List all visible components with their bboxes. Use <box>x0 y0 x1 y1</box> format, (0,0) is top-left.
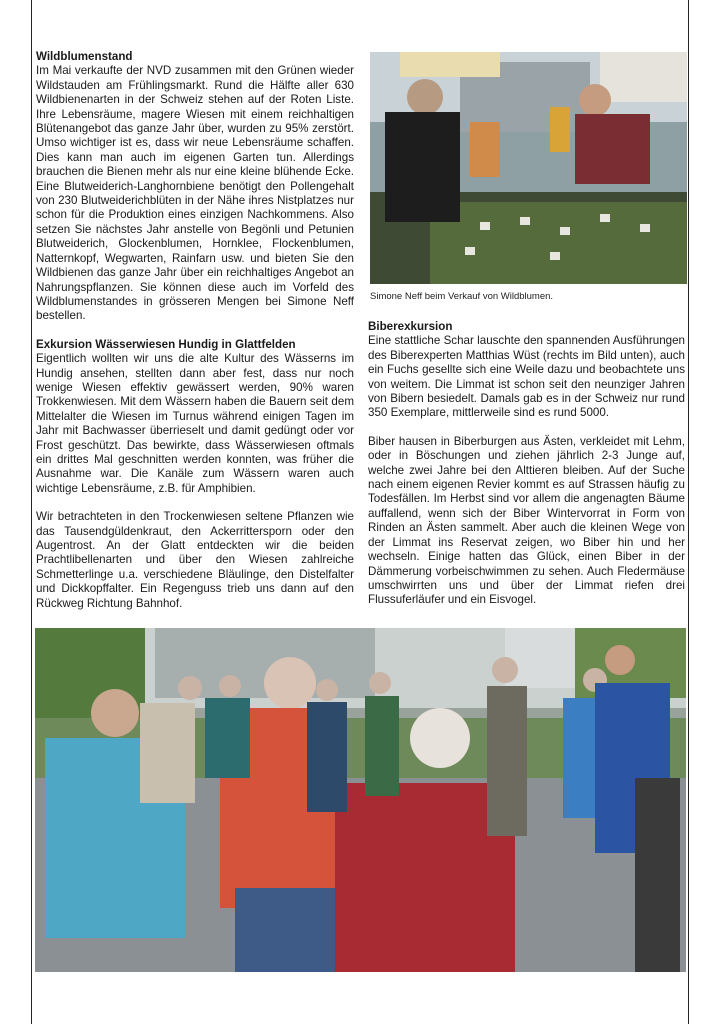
heading-exkursion-waesserwiesen: Exkursion Wässerwiesen Hundig in Glattfelden <box>36 337 296 351</box>
heading-wildblumenstand: Wildblumenstand <box>36 50 133 63</box>
left-text-column <box>36 50 354 611</box>
market-stall-photo <box>370 52 687 284</box>
left-margin-rule <box>31 0 32 1024</box>
right-margin-rule <box>688 0 689 1024</box>
paragraph-biber-1: Eine stattliche Schar lauschte den spannenden Ausführungen des Biberexperten Matthias Wüst (rechts im Bild unten), auch ein Fuchs gesellte sich eine Weile dazu und beobachtete uns von weitem. Die Limmat ist schon seit den neunziger Jahren von Bibern besiedelt. Damals gab es in der Schweiz nur rund 350 Exemplare, mittlerweile sind es rund 5000. <box>368 334 685 420</box>
heading-biberexkursion: Biberexkursion <box>368 320 453 333</box>
photo-caption: Simone Neff beim Verkauf von Wildblumen. <box>370 291 554 302</box>
paragraph-wildblumenstand: Im Mai verkaufte der NVD zusammen mit den Grünen wieder Wildstauden am Frühlingsmarkt. Rund die Hälfte aller 630 Wildbienenarten in der Schweiz stehen auf der Roten Liste. Ihre Lebensräume, magere Wiesen mit einem reichhaltigen Blütenangebot das ganze Jahr über, wurden zu 95% zerstört. Umso wichtiger ist es, dass wir neue Lebensräume schaffen. Dies kann man auch im eigenen Garten tun. Allerdings brauchen die Bienen mehr als nur eine kleine blühende Ecke. Eine Blutweiderich-Langhornbiene benötigt den Pollengehalt von 230 Blutweiderichblüten in der Nähe ihres Nistplatzes nur schon für die Produktion eines einzigen Nachkommens. Also setzen Sie nächstes Jahr anstelle von Begönli und Petunien Blutweiderich, Glockenblumen, Hornklee, Flockenblumen, Natternkopf, Wegwarten, Rainfarn usw. und bieten Sie den Wildbienen das ganze Jahr über ein reichhaltiges Angebot an Nahrungspflanzen. Sie können diese auch im Vorfeld des Wildblumenstandes in grösseren Mengen bei Simone Neff bestellen. <box>36 64 354 323</box>
paragraph-waesserwiesen-2: Wir betrachteten in den Trockenwiesen seltene Pflanzen wie das Tausendgüldenkraut, den Ackerrittersporn oder den Augentrost. An der Glatt entdeckten wir die beiden Prachtlibellenarten und über den Wiesen zahlreiche Schmetterlinge u.a. verschiedene Bläulinge, den Distelfalter und Dickkopffalter. Ein Regenguss trieb uns dann auf den Rückweg Richtung Bahnhof. <box>36 510 354 610</box>
paragraph-waesserwiesen-1: Eigentlich wollten wir uns die alte Kultur des Wässerns im Hundig ansehen, stellten dann aber fest, dass nur noch wenige Wiesen effektiv gewässert werden, 90% waren Trokkenwiesen. Mit dem Wässern haben die Bauern seit dem Mittelalter die Wiesen im Turnus während einigen Tagen im Jahr mit Bachwasser überrieselt und damit gedüngt oder vor Frost geschützt. Das bewirkte, dass Wässerwiesen oftmals ein drittes Mal geschnitten werden konnten, was früher die Ausnahme war. Die Kanäle zum Wässern waren auch wichtige Lebensräume, z.B. für Amphibien. <box>36 352 354 495</box>
paragraph-biber-2: Biber hausen in Biberburgen aus Ästen, verkleidet mit Lehm, oder in Böschungen und ziehen jährlich 2-3 Junge auf, welche zwei Jahre bei den Alttieren bleiben. Auf der Suche nach einem eigenen Revier kommt es auf Strassen häufig zu Todesfällen. Im Herbst sind vor allem die angenagten Bäume auffallend, wenn sich der Biber Wintervorrat in Form von Rinden an Ästen sammelt. Aber auch die kleinen Wege von der Limmat ins Reservat zeigen, wo Biber hin und her wechseln. Einige hatten das Glück, einen Biber in der Dämmerung vorbeischwimmen zu sehen. Auch Fledermäuse umschwirrten uns und über der Limmat riefen drei Flussuferläufer und ein Eisvogel. <box>368 434 685 607</box>
beaver-excursion-group-photo <box>35 628 686 972</box>
right-text-column <box>368 320 685 608</box>
